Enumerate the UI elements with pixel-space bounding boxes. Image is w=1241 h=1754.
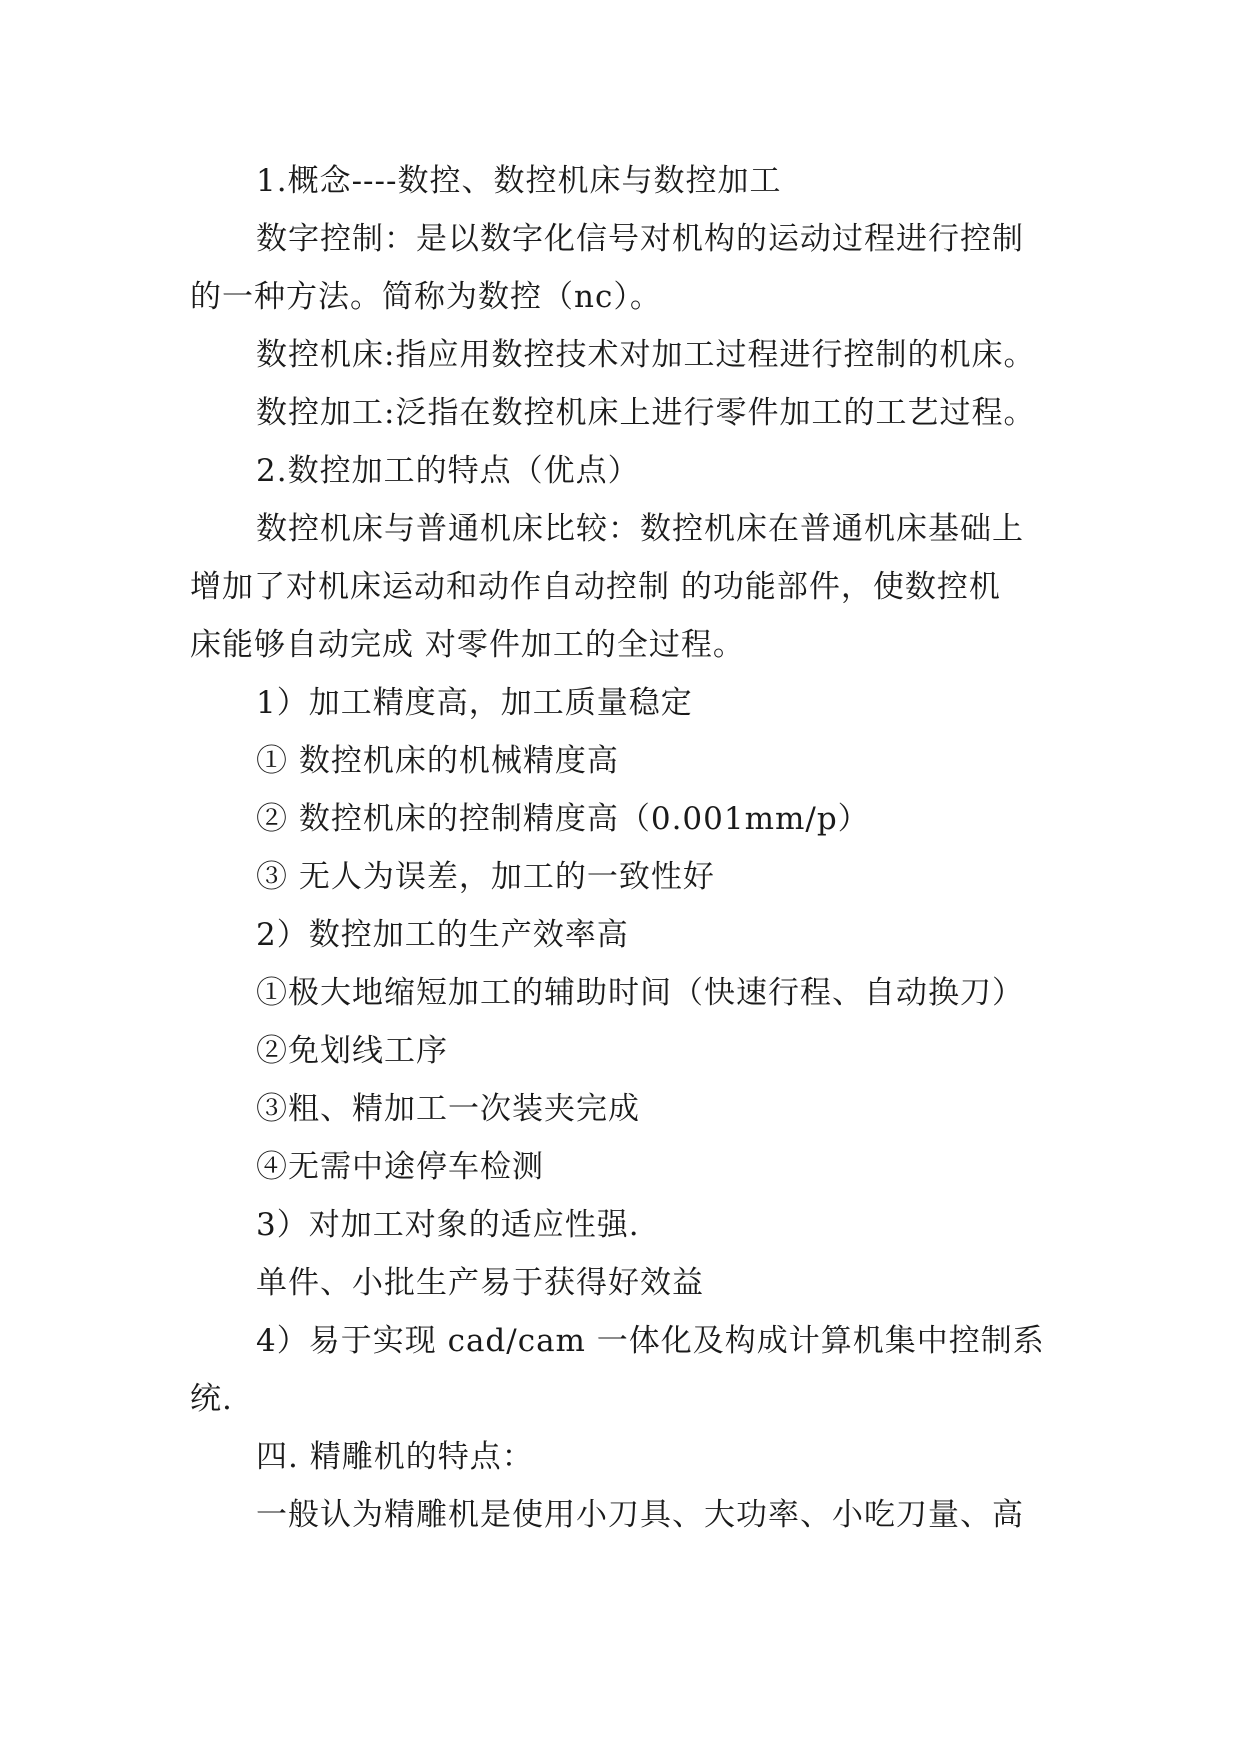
paragraph-line: 数控机床与普通机床比较：数控机床在普通机床基础上: [256, 511, 1024, 547]
section-heading-concept: 1.概念----数控、数控机床与数控加工: [256, 163, 782, 199]
list-heading: 1）加工精度高，加工质量稳定: [256, 685, 693, 721]
paragraph-line: 数字控制：是以数字化信号对机构的运动过程进行控制: [256, 221, 1024, 257]
list-item: ② 数控机床的控制精度高（0.001mm/p）: [256, 801, 870, 837]
section-heading-features: 2.数控加工的特点（优点）: [256, 453, 640, 489]
list-heading: 3）对加工对象的适应性强.: [256, 1207, 640, 1243]
paragraph-line: 数控加工:泛指在数控机床上进行零件加工的工艺过程。: [256, 395, 1036, 431]
document-body: [190, 152, 1050, 1544]
list-item: ③粗、精加工一次装夹完成: [256, 1091, 640, 1127]
list-item: ① 数控机床的机械精度高: [256, 743, 619, 779]
paragraph-line: 的一种方法。简称为数控（nc）。: [190, 279, 662, 315]
paragraph-line: 数控机床:指应用数控技术对加工过程进行控制的机床。: [256, 337, 1036, 373]
paragraph-line: 一般认为精雕机是使用小刀具、大功率、小吃刀量、高: [256, 1497, 1024, 1533]
section-heading-engraver: 四. 精雕机的特点：: [256, 1439, 534, 1475]
list-heading: 4）易于实现 cad/cam 一体化及构成计算机集中控制系: [256, 1323, 1045, 1359]
paragraph-line: 单件、小批生产易于获得好效益: [256, 1265, 704, 1301]
paragraph-line: 统.: [190, 1381, 233, 1417]
list-heading: 2）数控加工的生产效率高: [256, 917, 629, 953]
paragraph-line: 增加了对机床运动和动作自动控制 的功能部件，使数控机: [190, 569, 1001, 605]
paragraph-line: 床能够自动完成 对零件加工的全过程。: [190, 627, 745, 663]
list-item: ①极大地缩短加工的辅助时间（快速行程、自动换刀）: [256, 975, 1024, 1011]
list-item: ②免划线工序: [256, 1033, 448, 1069]
list-item: ③ 无人为误差，加工的一致性好: [256, 859, 715, 895]
list-item: ④无需中途停车检测: [256, 1149, 544, 1185]
